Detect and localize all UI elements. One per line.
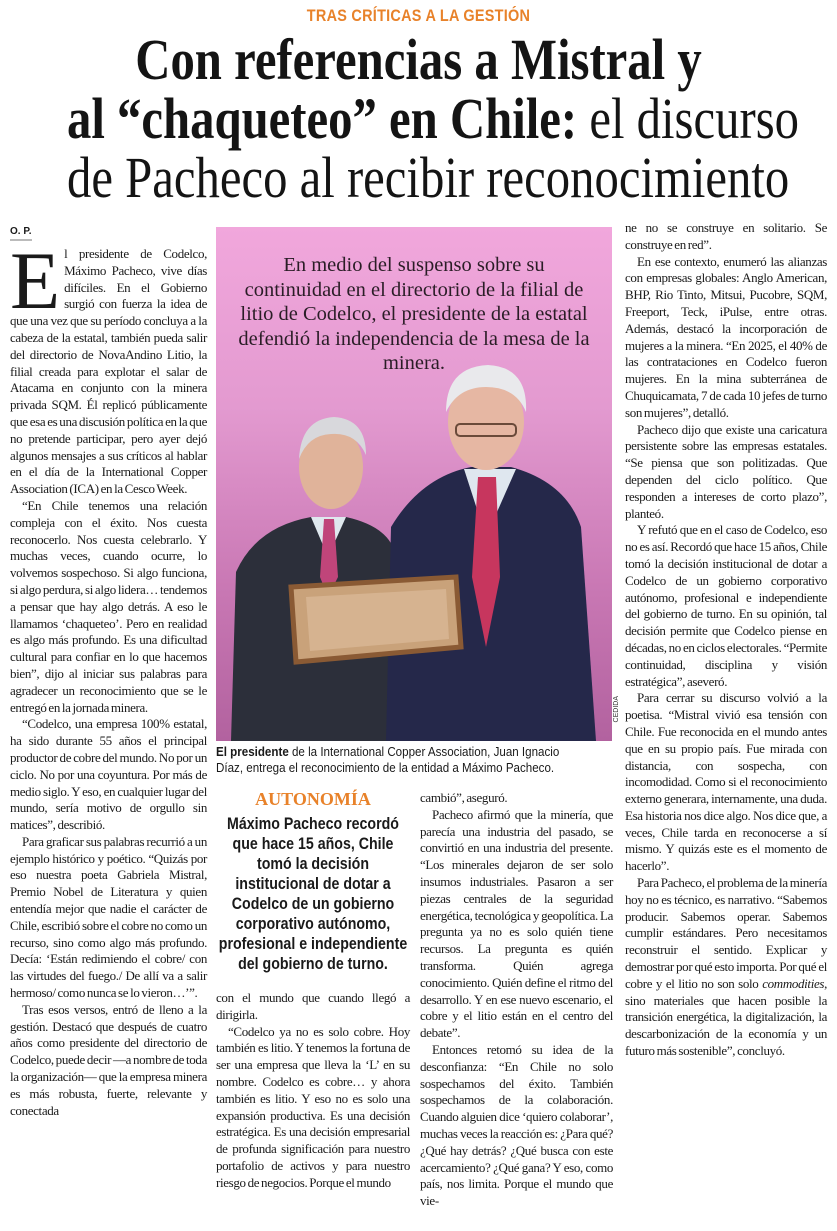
paragraph: Y refutó que en el caso de Codelco, eso no es así. Recordó que hace 15 años, Chile tomó la decisión institucional de dotar a Codelco de un gobierno corporativo autónomo, profesional e independiente del gobierno de turno. En su opinión, tal decisión permite que Codelco piense en décadas, no en ciclos electorales. “Permite continuidad, disciplina y visión estratégica”, aseveró.: [625, 522, 827, 689]
headline-bold-2: al “chaqueteo” en Chile:: [66, 86, 578, 151]
italic-term: commodities: [762, 975, 825, 991]
article-column-4: [625, 220, 827, 1060]
article-column-3: [420, 790, 613, 1210]
paragraph: Pacheco afirmó que la minería, que parecía una industria del pasado, se convirtió en una industria del presente. “Los minerales dejaron de ser solo insumos industriales. Pasaron a ser piezas centrales de la seguridad energética, tecnológica y geopolítica. La pregunta ya no es solo quién tiene recursos. La pregunta es quién transforma. Quién agrega conocimiento. Quién define el ritmo del desarrollo. Y en ese nuevo escenario, el cobre y el litio están en el centro del debate”.: [420, 806, 613, 1041]
headline-line-3: [66, 145, 790, 210]
headline-line-2: [66, 86, 800, 151]
paragraph-text: Para Pacheco, el problema de la minería hoy no es técnico, es narrativo. “Sabemos producir. Sabemos operar. Sabemos cumplir estándares. Pero necesitamos reconstruir el sentido. Explicar y demostrar por qué esto importa. Por qué el cobre y el litio no son solo: [625, 875, 827, 991]
paragraph: [625, 875, 827, 1060]
headline-line-1: [67, 27, 770, 92]
headline-normal-2: el discurso: [577, 86, 800, 151]
photo-overlay-quote: En medio del suspenso sobre su continuidad en el directorio de la filial de litio de Codelco, el presidente de la estatal defendió la independencia de la mesa de la minera.: [238, 254, 590, 374]
paragraph: “En Chile tenemos una relación compleja con el éxito. Nos cuesta reconocerlo. Nos cuesta celebrarlo. Y muchas veces, cuando ocurre, lo volvemos sospechoso. Si algo funciona, si algo perdura, si algo lidera… tendemos a pensar que hay algo detrás. A eso le llamamos ‘chaqueteo’. Pero en realidad es algo más profundo. Es una dificultad cultural para confiar en lo que hacemos bien”, dijo al iniciar sus palabras para agradecer un reconocimiento que se le entregó en la jornada minera.: [10, 497, 207, 715]
paragraph: Tras esos versos, entró de lleno a la gestión. Destacó que después de cuatro años como presidente del directorio de Codelco, puede decir —a nombre de toda la organización— que la empresa minera es más robusta, fuerte, relevante y conectada: [10, 1001, 207, 1118]
headline-bold-1: Con referencias a Mistral y: [135, 27, 702, 92]
pull-quote-text: Máximo Pacheco recordó que hace 15 años, Chile tomó la decisión institucional de dotar a Codelco de un gobierno corporativo autónomo, profesional e independiente del gobierno de turno.: [218, 815, 408, 973]
pull-quote-box: [216, 788, 410, 974]
paragraph: En ese contexto, enumeró las alianzas con empresas globales: Anglo American, BHP, Rio Tinto, Mitsui, Pucobre, SQM, Freeport, Teck, iPulse, entre otras. Además, destacó la incorporación de mujeres a la minera. “En 2025, el 40% de las contrataciones en Codelco fueron mujeres. En la mina subterránea de Chuquicamata, 7 de cada 10 jefes de turno son mujeres”, detalló.: [625, 253, 827, 420]
headline: [0, 27, 837, 210]
paragraph: [10, 235, 207, 498]
paragraph-text: , sino materiales que hacen posible la transición energética, la digitalización, la descarbonización de la economía y un futuro más sostenible”, concluyó.: [625, 975, 827, 1059]
caption-text: de la International Copper Association, Juan Ignacio Díaz, entrega el reconocimiento de la entidad a Máximo Pacheco.: [216, 745, 560, 775]
paragraph: con el mundo que cuando llegó a dirigirla.: [216, 990, 410, 1022]
paragraph: Para cerrar su discurso volvió a la poetisa. “Mistral vivió esa tensión con Chile. Fue reconocida en el mundo antes que en su propio país. Fue mirada con distancia, con sospecha, con incomodidad. Como si el reconocimiento externo generara, internamente, una duda. Esa historia nos dice algo. Nos dice que, a veces, Chile tarda en reconocerse a sí mismo. Y quizás este es el momento de hacerlo”.: [625, 690, 827, 874]
pull-quote-kicker: AUTONOMÍA: [255, 789, 371, 809]
photo-people-illustration: [216, 227, 612, 741]
photo-caption: [216, 744, 584, 776]
paragraph: cambió”, aseguró.: [420, 790, 508, 805]
paragraph: “Codelco ya no es solo cobre. Hoy también es litio. Y tenemos la fortuna de ser una empresa que lleva la ‘L’ en su nombre. Codelco es cobre… y ahora también es litio. Y eso no es solo una expansión productiva. Es una decisión estratégica. Es una decisión empresarial de profunda significación para nuestro portafolio de activos y para nuestro riesgo de negocios. Porque el mundo: [216, 1023, 410, 1190]
paragraph: “Codelco, una empresa 100% estatal, ha sido durante 55 años el principal productor de cobre del mundo. No por un ciclo. No por una coyuntura. Por más de medio siglo. Y eso, en cualquier lugar del mundo, sería motivo de orgullo sin matices”, describió.: [10, 716, 207, 833]
paragraph-text: l presidente de Codelco, Máximo Pacheco, vive días difíciles. En el Gobierno surgió con fuerza la idea de que una vez que su período concluya a la cabeza de la estatal, también pueda salir del directorio de NovaAndino Litio, la filial creada para explotar el salar de Atacama en conjunto con la minera privada SQM. Él replicó públicamente que esa es una discusión política en la que no pretende participar, pero ayer dejó algunos mensajes a sus críticos al hablar en el día de la International Copper Association (ICA) en la Cesco Week.: [10, 246, 207, 497]
headline-normal-3: de Pacheco al recibir reconocimiento: [66, 145, 790, 210]
caption-lead: El presidente: [216, 745, 289, 759]
photo-credit: CEDIDA: [613, 696, 620, 723]
paragraph: Pacheco dijo que existe una caricatura persistente sobre las empresas estatales. “Se piensa que son politizadas. Que dependen del ciclo político. Que responden a intereses de corto plazo”, planteó.: [625, 421, 827, 521]
article-column-1: [10, 235, 207, 1119]
drop-cap: E: [10, 235, 61, 326]
section-kicker: TRAS CRÍTICAS A LA GESTIÓN: [306, 6, 531, 25]
article-column-2: [216, 990, 410, 1192]
paragraph: Para graficar sus palabras recurrió a un ejemplo histórico y poético. “Quizás por eso nuestra poeta Gabriela Mistral, Premio Nobel de Literatura y quien entendía mejor que nadie el carácter de Chile, escribió sobre el cobre no como un recurso, sino como algo más profundo. Decía: ‘Están redimiendo el cobre/ con las virtudes del fuego./ De allí va a salir hermoso/ como nunca se lo vieron…’”.: [10, 833, 207, 1001]
paragraph: Entonces retomó su idea de la desconfianza: “En Chile no solo sospechamos del éxito. También sospechamos de la colaboración. Cuando alguien dice ‘quiero colaborar’, muchas veces la reacción es: ¿Para qué? ¿Qué hay detrás? ¿Qué busca con este acercamiento? ¿Qué gana? Y eso, como país, nos limita. Porque el mundo que vie-: [420, 1041, 613, 1209]
paragraph: ne no se construye en solitario. Se construye en red”.: [625, 220, 827, 252]
article-photo: [216, 227, 612, 741]
byline: O. P.: [10, 226, 32, 241]
